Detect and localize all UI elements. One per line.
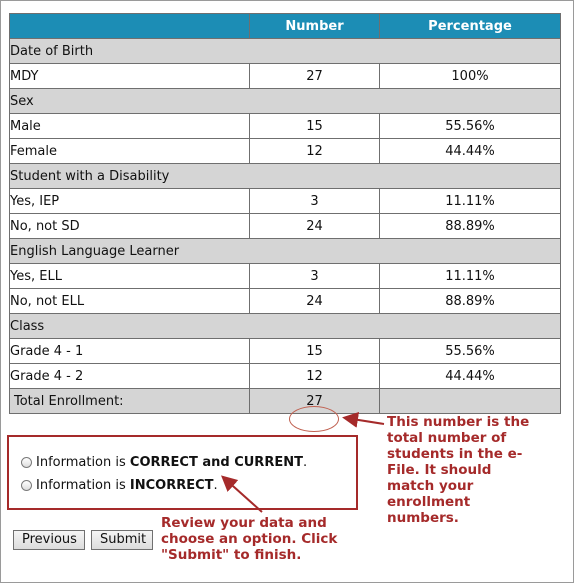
row-number: 24: [250, 214, 380, 239]
row-label: Grade 4 - 2: [10, 364, 250, 389]
row-number: 15: [250, 339, 380, 364]
option-incorrect-bold: INCORRECT: [129, 478, 214, 493]
row-percentage: 11.11%: [380, 264, 561, 289]
option-correct-suffix: .: [302, 455, 308, 470]
previous-button[interactable]: Previous: [13, 530, 85, 550]
option-incorrect-prefix: Information is: [36, 478, 126, 493]
option-incorrect-suffix: .: [213, 478, 218, 493]
row-label: Yes, ELL: [10, 264, 250, 289]
row-percentage: 100%: [380, 64, 561, 89]
row-label: Female: [10, 139, 250, 164]
row-percentage: 88.89%: [380, 289, 561, 314]
row-percentage: 55.56%: [380, 114, 561, 139]
section-row: [10, 239, 561, 264]
row-percentage: 44.44%: [380, 364, 561, 389]
total-blank-cell: [380, 389, 561, 414]
table-row: [10, 214, 561, 239]
review-annotation-note: Review your data and choose an option. Click "Submit" to finish.: [161, 515, 338, 563]
table-row: [10, 264, 561, 289]
section-title: Sex: [10, 89, 561, 114]
confirmation-options-box: [7, 435, 358, 510]
row-percentage: 88.89%: [380, 214, 561, 239]
option-incorrect[interactable]: [21, 478, 218, 493]
total-highlight-circle: [289, 406, 339, 432]
row-label: Male: [10, 114, 250, 139]
incorrect-radio[interactable]: [21, 480, 32, 491]
row-number: 24: [250, 289, 380, 314]
table-row: [10, 64, 561, 89]
row-percentage: 11.11%: [380, 189, 561, 214]
row-label: No, not SD: [10, 214, 250, 239]
row-label: Yes, IEP: [10, 189, 250, 214]
header-number: Number: [250, 14, 380, 39]
table-row: [10, 114, 561, 139]
submit-button[interactable]: Submit: [91, 530, 153, 550]
section-row: [10, 314, 561, 339]
table-row: [10, 364, 561, 389]
section-title: English Language Learner: [10, 239, 561, 264]
section-row: [10, 39, 561, 64]
total-label: Total Enrollment:: [10, 389, 250, 414]
row-label: Grade 4 - 1: [10, 339, 250, 364]
row-percentage: 55.56%: [380, 339, 561, 364]
row-label: MDY: [10, 64, 250, 89]
section-title: Student with a Disability: [10, 164, 561, 189]
table-row: [10, 189, 561, 214]
option-correct-bold: CORRECT and CURRENT: [129, 455, 303, 470]
enrollment-table: [9, 13, 561, 414]
header-blank-cell: [10, 14, 250, 39]
row-number: 3: [250, 264, 380, 289]
total-row: [10, 389, 561, 414]
option-correct[interactable]: [21, 455, 307, 470]
total-annotation-note: This number is the total number of students in the e-File. It should match your enrollment numbers.: [387, 414, 530, 526]
option-correct-prefix: Information is: [36, 455, 126, 470]
section-row: [10, 164, 561, 189]
table-header-row: [10, 14, 561, 39]
table-row: [10, 139, 561, 164]
row-number: 12: [250, 139, 380, 164]
table-row: [10, 289, 561, 314]
section-row: [10, 89, 561, 114]
row-label: No, not ELL: [10, 289, 250, 314]
header-percentage: Percentage: [380, 14, 561, 39]
correct-radio[interactable]: [21, 457, 32, 468]
row-number: 12: [250, 364, 380, 389]
table-row: [10, 339, 561, 364]
row-number: 27: [250, 64, 380, 89]
row-number: 3: [250, 189, 380, 214]
section-title: Class: [10, 314, 561, 339]
section-title: Date of Birth: [10, 39, 561, 64]
total-number: 27: [250, 389, 380, 414]
row-percentage: 44.44%: [380, 139, 561, 164]
row-number: 15: [250, 114, 380, 139]
